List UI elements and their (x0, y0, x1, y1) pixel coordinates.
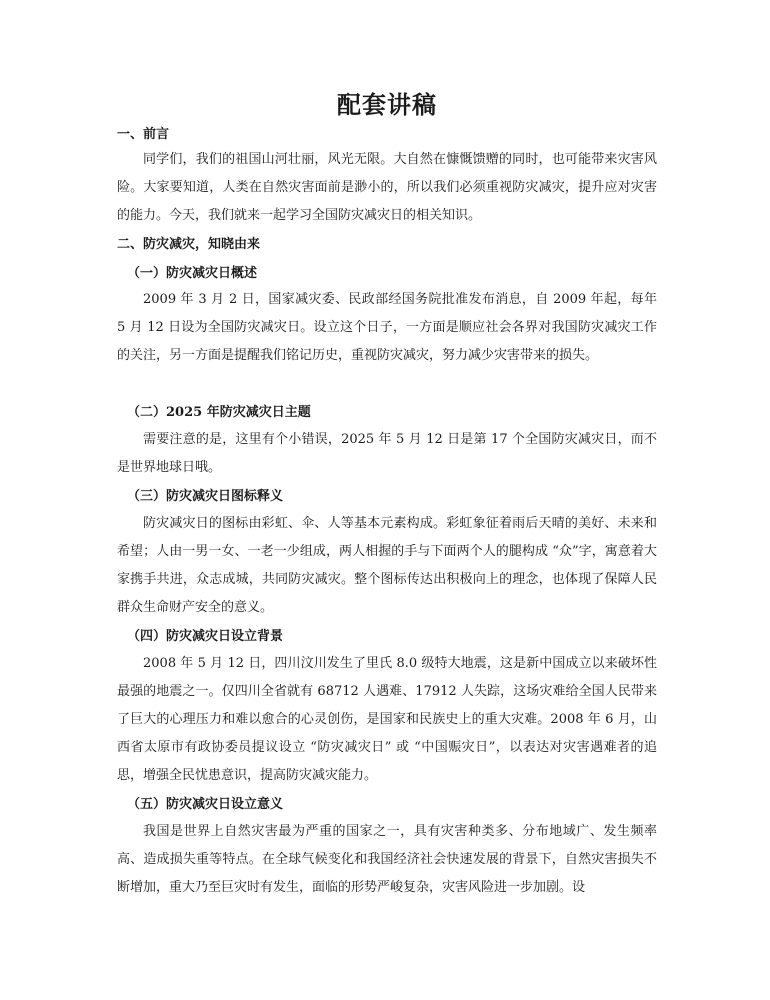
paragraph-significance: 我国是世界上自然灾害最为严重的国家之一，具有灾害种类多、分布地域广、发生频率高、造成损失重等特点。在全球气候变化和我国经济社会快速发展的背景下，自然灾害损失不断增加，重大乃至巨灾时有发生，面临的形势严峻复杂，灾害风险进一步加剧。设 (117, 824, 657, 895)
subsection-heading-significance: （五）防灾减灾日设立意义 (127, 797, 284, 812)
paragraph-preface: 同学们，我们的祖国山河壮丽，风光无限。大自然在慷慨馈赠的同时，也可能带来灾害风险。大家要知道，人类在自然灾害面前是渺小的，所以我们必须重视防灾减灾，提升应对灾害的能力。今天，我们就来一起学习全国防灾减灾日的相关知识。 (117, 152, 657, 223)
subsection-heading-icon: （三）防灾减灾日图标释义 (127, 489, 284, 504)
section-heading-preface: 一、前言 (117, 127, 170, 142)
subsection-heading-theme: （二）2025 年防灾减灾日主题 (127, 405, 311, 420)
subsection-heading-overview: （一）防灾减灾日概述 (127, 266, 258, 281)
paragraph-theme: 需要注意的是，这里有个小错误，2025 年 5 月 12 日是第 17 个全国防灾减灾日，而不是世界地球日哦。 (117, 432, 657, 475)
paragraph-background: 2008 年 5 月 12 日，四川汶川发生了里氏 8.0 级特大地震，这是新中国成立以来破坏性最强的地震之一。仅四川全省就有 68712 人遇难、17912 人失踪，这场灾难给全国人民带来了巨大的心理压力和难以愈合的心灵创伤，是国家和民族史上的重大灾难。2008 年 6 月，山西省太原市有政协委员提议设立 “防灾减灾日” 或 “中国赈灾日”，以表达对灾害遇难者的追思，增强全民忧患意识，提高防灾减灾能力。 (117, 656, 657, 783)
document-title: 配套讲稿 (337, 90, 437, 119)
section-heading-origin: 二、防灾减灾，知晓由来 (117, 237, 261, 252)
paragraph-icon: 防灾减灾日的图标由彩虹、伞、人等基本元素构成。彩虹象征着雨后天晴的美好、未来和希望；人由一男一女、一老一少组成，两人相握的手与下面两个人的腿构成 “众”字，寓意着大家携手共进，众志成城，共同防灾减灾。整个图标传达出积极向上的理念，也体现了保障人民群众生命财产安全的意义。 (117, 516, 657, 615)
subsection-heading-background: （四）防灾减灾日设立背景 (127, 629, 284, 644)
paragraph-overview: 2009 年 3 月 2 日，国家减灾委、民政部经国务院批准发布消息，自 2009 年起，每年 5 月 12 日设为全国防灾减灾日。设立这个日子，一方面是顺应社会各界对我国防灾减灾工作的关注，另一方面是提醒我们铭记历史，重视防灾减灾，努力减少灾害带来的损失。 (117, 292, 657, 363)
